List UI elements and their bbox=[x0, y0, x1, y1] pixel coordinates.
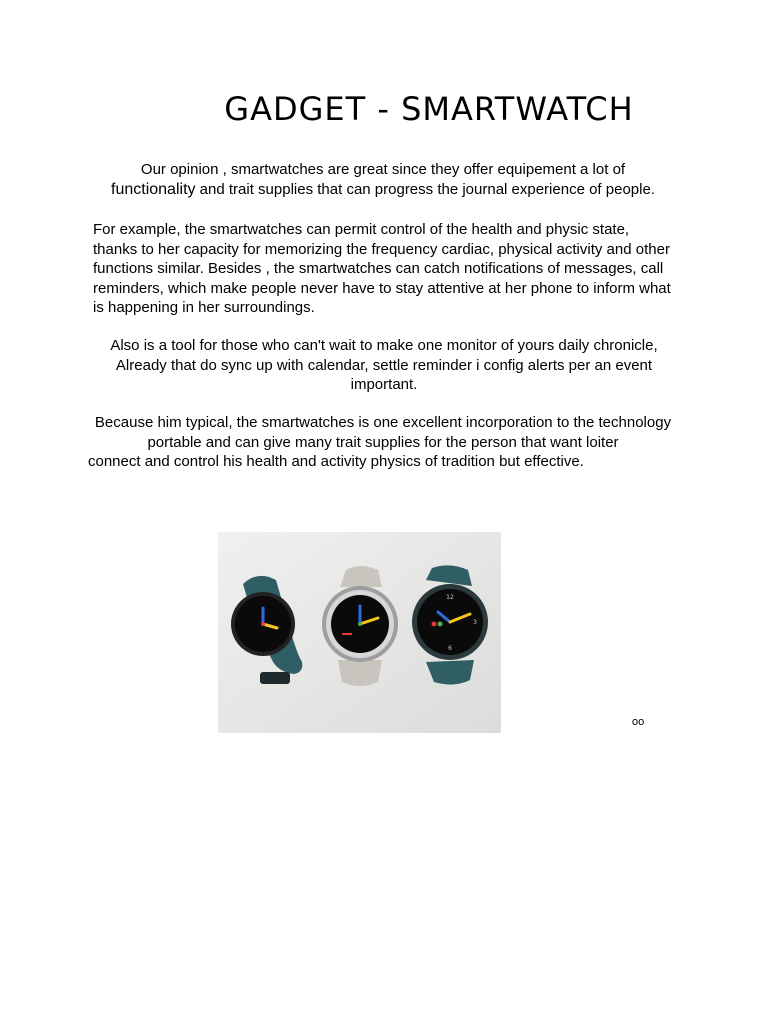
paragraph-tool: Also is a tool for those who can't wait to make one monitor of yours daily chronicle, Already that do sync up with calendar, settle reminder i config alerts per an event important. bbox=[110, 337, 658, 393]
svg-text:12: 12 bbox=[446, 594, 454, 601]
footnote-mark: oo bbox=[632, 716, 645, 728]
intro-text-c: and trait supplies that can progress the journal experience of people. bbox=[195, 180, 655, 198]
svg-text:6: 6 bbox=[448, 645, 452, 652]
intro-text-a: Our opinion , smartwatches are great since they offer equipement a lot of bbox=[140, 161, 626, 178]
page-title: GADGET - SMARTWATCH bbox=[224, 90, 634, 128]
smartwatch-photo bbox=[218, 532, 501, 733]
paragraph-conclusion bbox=[88, 413, 678, 472]
conclusion-text-b: connect and control his health and activity physics of tradition but effective. bbox=[88, 453, 584, 470]
paragraph-intro bbox=[88, 160, 678, 199]
svg-text:3: 3 bbox=[473, 619, 477, 626]
intro-text-b: functionality bbox=[111, 180, 196, 198]
conclusion-text-a: Because him typical, the smartwatches is one excellent incorporation to the technology portable and can give many trait supplies for the person that want loiter bbox=[94, 414, 672, 451]
paragraph-example: For example, the smartwatches can permit control of the health and physic state, thanks to her capacity for memorizing the frequency cardiac, physical activity and other functions similar. Besides , the smartwatches can catch notifications of messages, call reminders, which make people never have to stay attentive at her phone to inform what is happening in her surroundings. bbox=[93, 221, 671, 316]
